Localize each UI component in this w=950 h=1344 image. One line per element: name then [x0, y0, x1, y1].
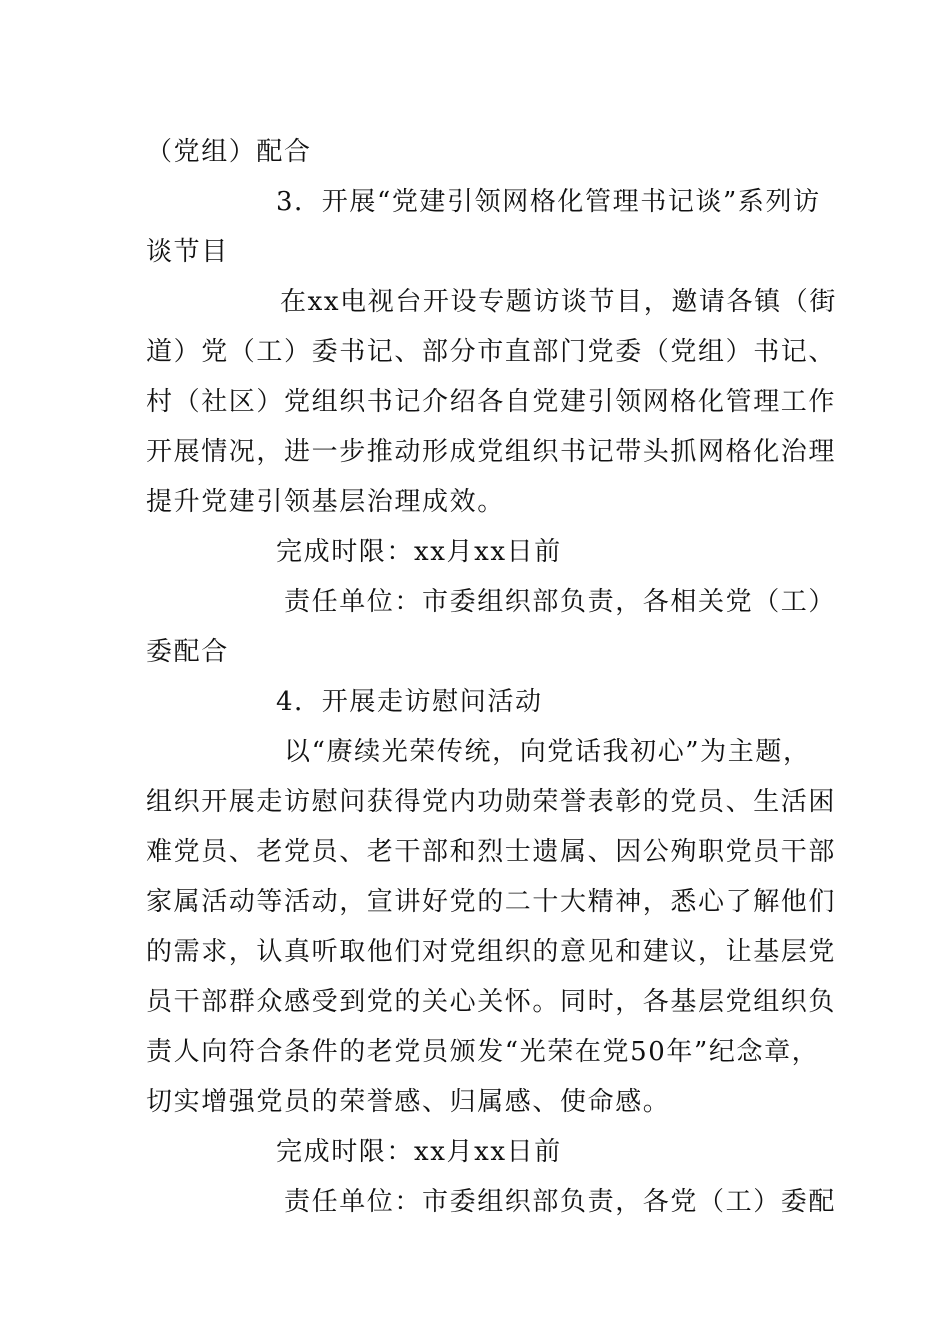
section-heading: 3．开展“党建引领网格化管理书记谈”系列访 [276, 187, 821, 217]
section-heading: 4．开展走访慰问活动 [276, 687, 543, 717]
text-line: 村（社区）党组织书记介绍各自党建引领网格化管理工作 [146, 387, 837, 417]
text-line: 道）党（工）委书记、部分市直部门党委（党组）书记、 [146, 337, 837, 367]
text-line: 责人向符合条件的老党员颁发“光荣在党50年”纪念章， [146, 1037, 820, 1067]
text-line: 以“赓续光荣传统，向党话我初心”为主题， [284, 737, 811, 767]
text-line: 员干部群众感受到党的关心关怀。同时，各基层党组织负 [146, 987, 837, 1017]
text-line: 家属活动等活动，宣讲好党的二十大精神，悉心了解他们 [146, 887, 837, 917]
text-line: 切实增强党员的荣誉感、归属感、使命感。 [146, 1087, 671, 1117]
deadline-line: 完成时限：xx月xx日前 [276, 537, 562, 567]
text-line: 的需求，认真听取他们对党组织的意见和建议，让基层党 [146, 937, 837, 967]
text-line: 组织开展走访慰问获得党内功勋荣誉表彰的党员、生活困 [146, 787, 837, 817]
text-line: 难党员、老党员、老干部和烈士遗属、因公殉职党员干部 [146, 837, 837, 867]
text-line: 提升党建引领基层治理成效。 [146, 487, 505, 517]
text-line: （党组）配合 [146, 137, 312, 167]
text-line: 谈节目 [146, 237, 229, 267]
text-line: 委配合 [146, 637, 229, 667]
text-line: 在xx电视台开设专题访谈节目，邀请各镇（街 [280, 287, 837, 317]
deadline-line: 完成时限：xx月xx日前 [276, 1137, 562, 1167]
responsible-unit-line: 责任单位：市委组织部负责，各相关党（工） [284, 587, 837, 617]
responsible-unit-line: 责任单位：市委组织部负责，各党（工）委配 [284, 1187, 837, 1217]
text-line: 开展情况，进一步推动形成党组织书记带头抓网格化治理 [146, 437, 837, 467]
